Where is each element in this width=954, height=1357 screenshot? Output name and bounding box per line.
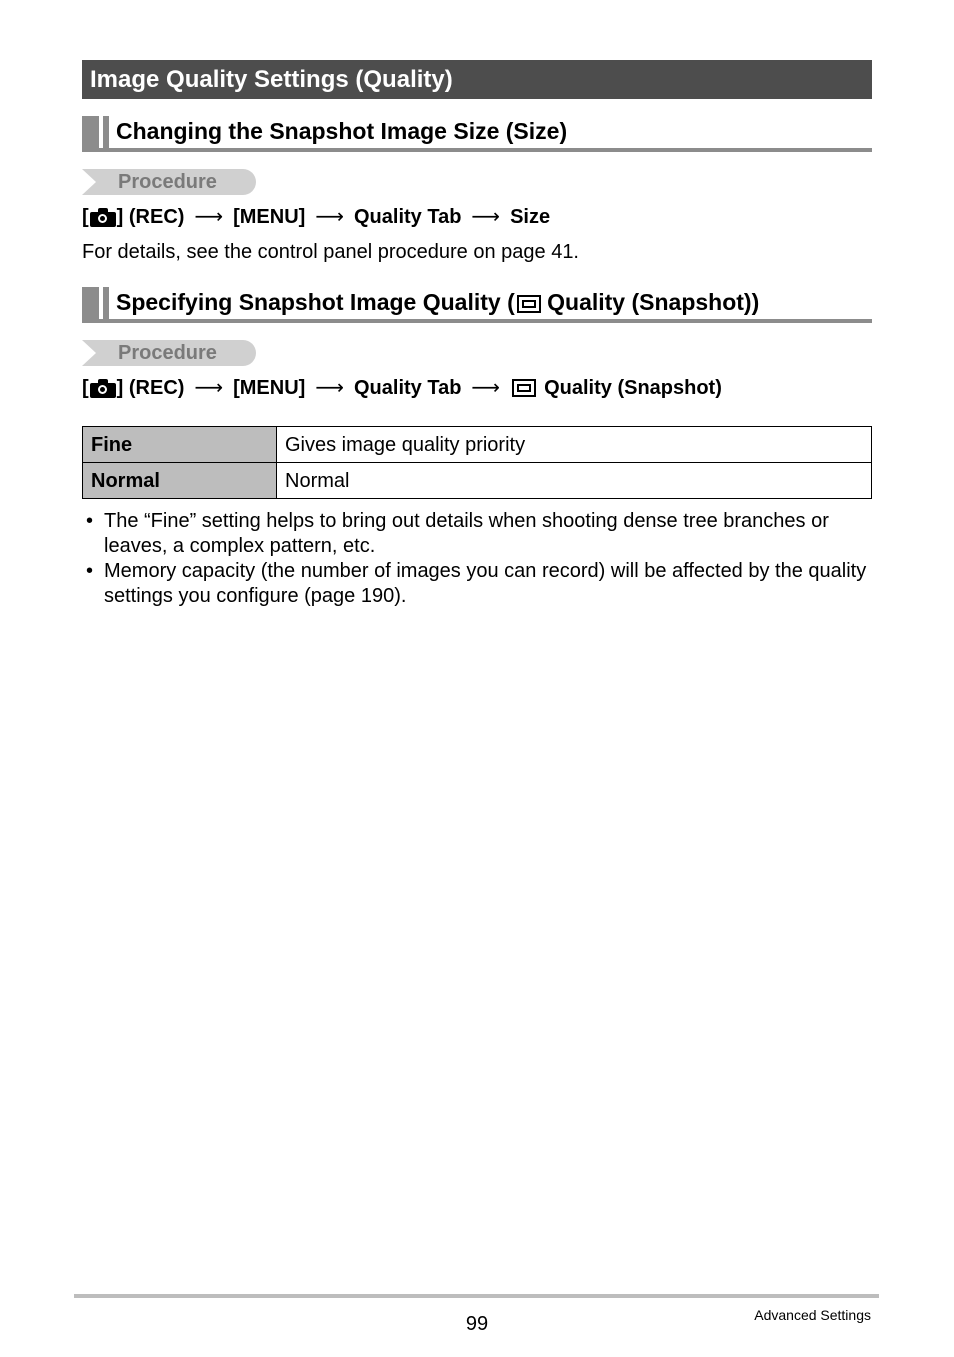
list-item-text: The “Fine” setting helps to bring out details when shooting dense tree branches or leaves, a complex pattern, etc. bbox=[104, 510, 829, 557]
bullet-icon: • bbox=[86, 560, 94, 582]
procedure-path-size bbox=[82, 204, 550, 230]
camera-icon bbox=[90, 208, 116, 227]
arrow-right-icon: ⟶ bbox=[471, 377, 501, 399]
table-row bbox=[83, 427, 872, 463]
camera-icon bbox=[90, 379, 116, 398]
path-step-rec: ] (REC) bbox=[116, 206, 185, 228]
section-heading-text bbox=[116, 285, 759, 319]
footer-divider bbox=[74, 1294, 879, 1298]
notes-list bbox=[82, 509, 882, 609]
image-quality-icon bbox=[517, 295, 541, 313]
arrow-right-icon: ⟶ bbox=[471, 206, 501, 228]
path-step-size: Size bbox=[510, 206, 551, 228]
procedure-path-quality bbox=[82, 375, 722, 401]
path-step-rec: ] (REC) bbox=[116, 377, 185, 399]
bullet-icon: • bbox=[86, 510, 94, 532]
arrow-right-icon: ⟶ bbox=[194, 206, 224, 228]
procedure-tag bbox=[82, 169, 256, 195]
section-heading-size bbox=[82, 114, 872, 152]
arrow-right-icon: ⟶ bbox=[315, 206, 344, 228]
footer-section-label: Advanced Settings bbox=[754, 1307, 871, 1323]
heading-bar-decoration bbox=[103, 287, 109, 319]
path-step-menu: [MENU] bbox=[233, 206, 306, 228]
procedure-label: Procedure bbox=[118, 342, 217, 364]
table-cell-value: Normal bbox=[277, 463, 872, 499]
section-heading-quality bbox=[82, 285, 872, 323]
procedure-chevron-icon bbox=[82, 340, 96, 366]
procedure-tag bbox=[82, 340, 256, 366]
table-cell-value: Gives image quality priority bbox=[277, 427, 872, 463]
heading-bar-decoration bbox=[82, 116, 99, 148]
heading-prefix: Specifying Snapshot Image Quality ( bbox=[116, 289, 515, 315]
page-number: 99 bbox=[465, 1313, 489, 1335]
image-quality-icon bbox=[512, 379, 536, 397]
table-cell-key: Fine bbox=[83, 427, 277, 463]
path-step-quality-snapshot: Quality (Snapshot) bbox=[544, 377, 722, 399]
procedure-chevron-icon bbox=[82, 169, 96, 195]
table-row bbox=[83, 463, 872, 499]
heading-suffix: Quality (Snapshot)) bbox=[540, 289, 760, 315]
section-heading-text: Changing the Snapshot Image Size (Size) bbox=[116, 118, 568, 144]
heading-bar-decoration bbox=[103, 116, 109, 148]
arrow-right-icon: ⟶ bbox=[194, 377, 224, 399]
path-step-menu: [MENU] bbox=[233, 377, 306, 399]
details-text: For details, see the control panel procedure on page 41. bbox=[82, 241, 579, 263]
list-item bbox=[82, 559, 882, 609]
table-cell-key: Normal bbox=[83, 463, 277, 499]
quality-options-table bbox=[82, 426, 872, 499]
list-item-text: Memory capacity (the number of images you can record) will be affected by the quality settings you configure (page 190). bbox=[104, 560, 867, 607]
page-title: Image Quality Settings (Quality) bbox=[82, 60, 872, 99]
procedure-label: Procedure bbox=[118, 171, 217, 193]
list-item bbox=[82, 509, 882, 559]
path-bracket-open: [ bbox=[82, 206, 89, 228]
arrow-right-icon: ⟶ bbox=[315, 377, 344, 399]
path-bracket-open: [ bbox=[82, 377, 89, 399]
path-step-quality-tab: Quality Tab bbox=[354, 206, 462, 228]
heading-bar-decoration bbox=[82, 287, 99, 319]
path-step-quality-tab: Quality Tab bbox=[354, 377, 462, 399]
